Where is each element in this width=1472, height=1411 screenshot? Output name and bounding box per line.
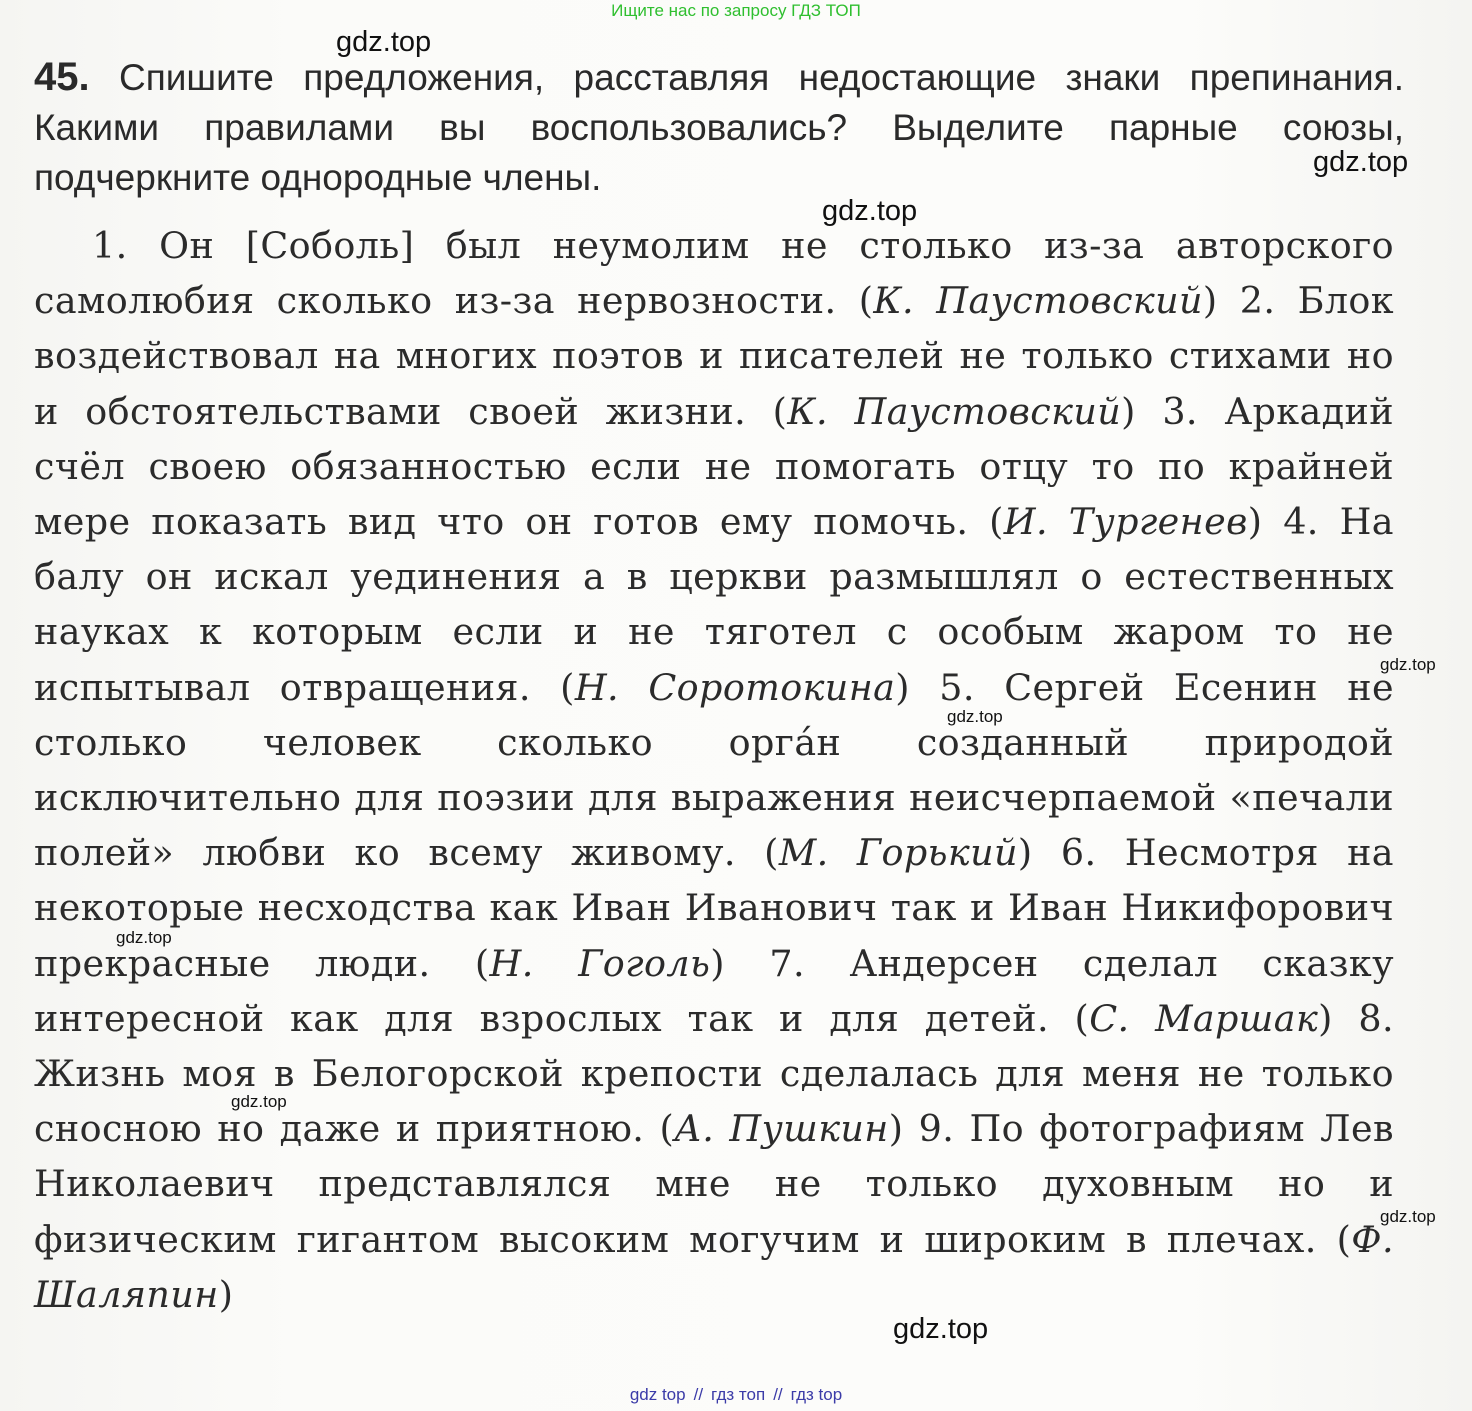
sentence: 9. По фотографиям Лев Николаевич представлялся мне не только духовным но и физическим гигантом высоким могучим и широким в плечах. (Ф. Шаляпин) (34, 1107, 1394, 1316)
sentence: 2. Блок воздействовал на многих поэтов и писателей не только стихами но и обстоятельствами своей жизни. (К. Паустовский) (34, 279, 1394, 433)
sentence: 4. На балу он искал уединения а в церкви размышлял о естественных науках к которым если и не тяготел с особым жаром то не испытывал отвращения. (Н. Соротокина) (34, 500, 1394, 709)
sentence: 7. Андерсен сделал сказку интересной как для взрослых так и для детей. (С. Маршак) (34, 941, 1394, 1040)
watermark: gdz.top (336, 26, 432, 58)
separator: // (773, 1385, 783, 1404)
watermark: gdz.top (1313, 146, 1409, 178)
sentence: 3. Аркадий счёл своею обязанностью если не помогать отцу то по крайней мере показать вид что он готов ему помочь. (И. Тургенев) (34, 389, 1394, 544)
watermark: gdz.top (893, 1313, 989, 1345)
sentence: 6. Несмотря на некоторые несходства как Иван Иванович так и Иван Никифорович прекрасные люди. (Н. Гоголь) (34, 831, 1394, 985)
watermark: gdz.top (947, 707, 1003, 726)
watermark: gdz.top (822, 195, 918, 227)
link-gdz-top-mixed[interactable]: гдз top (790, 1385, 843, 1404)
exercise-heading (34, 52, 1404, 203)
exercise-text (34, 218, 1394, 1322)
sentence: 8. Жизнь моя в Белогорской крепости сделалась для меня не только сносною но даже и приятною. (А. Пушкин) (34, 996, 1394, 1151)
link-gdz-top[interactable]: gdz top (629, 1385, 686, 1404)
separator: // (693, 1385, 704, 1404)
watermark: gdz.top (1380, 1207, 1436, 1226)
exercise-task: Спишите предложения, расставляя недостающие знаки препинания. Какими правилами вы воспользовались? Выделите парные союзы, подчеркните однородные члены. (34, 57, 1404, 198)
bottom-links (0, 1385, 1472, 1405)
watermark: gdz.top (116, 928, 172, 947)
watermark: gdz.top (1380, 655, 1436, 674)
sentence: 5. Сергей Есенин не столько человек сколько орга́н созданный природой исключительно для поэзии для выражения неисчерпаемой «печали полей» любви ко всему живому. (М. Горький) (34, 665, 1394, 875)
watermark: gdz.top (231, 1092, 287, 1111)
sentence: 1. Он [Соболь] был неумолим не столько из-за авторского самолюбия сколько из-за нервозности. (К. Паустовский) (34, 224, 1394, 323)
top-search-hint[interactable]: Ищите нас по запросу ГДЗ ТОП (611, 1, 861, 20)
link-gdz-top-ru[interactable]: гдз топ (711, 1385, 766, 1404)
exercise-number: 45. (34, 55, 90, 99)
